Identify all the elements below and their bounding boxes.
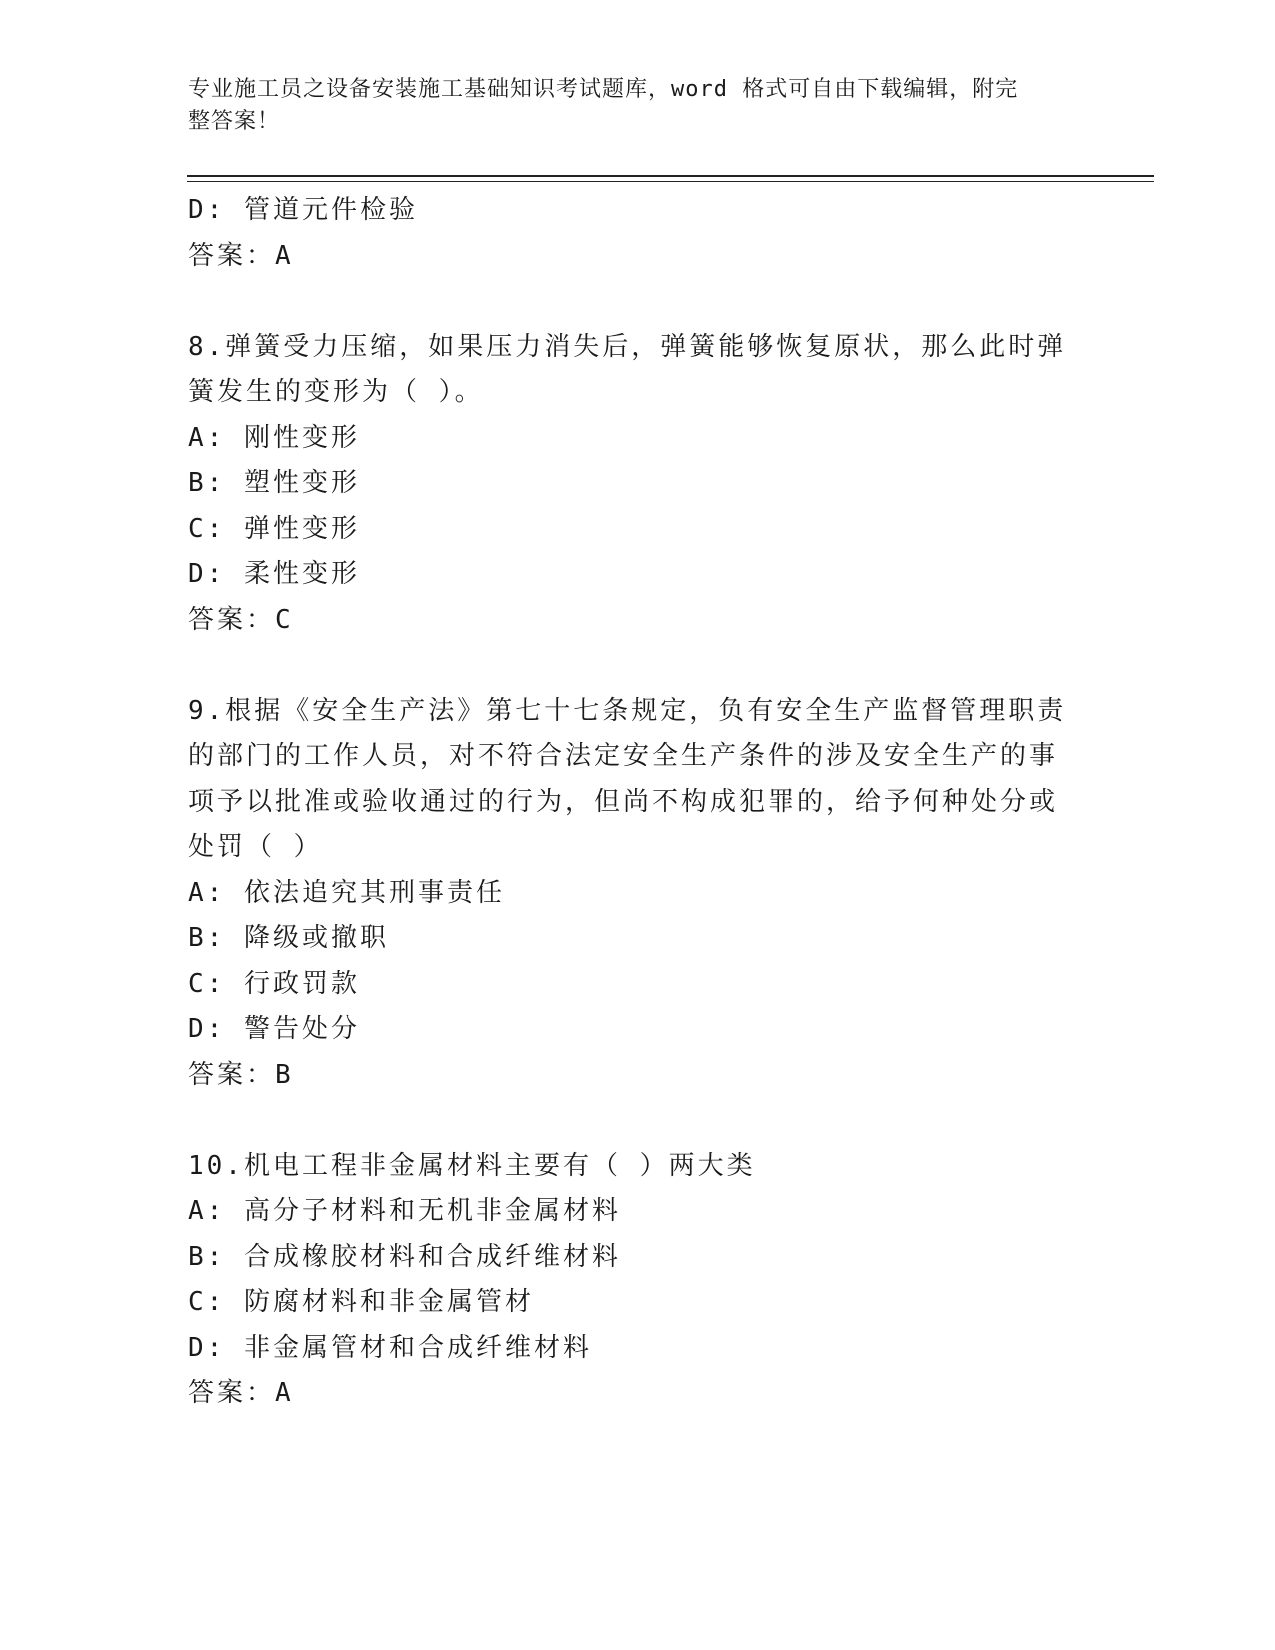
answer-line: 答案：C <box>188 604 294 635</box>
spacer <box>188 643 1068 689</box>
previous-question-tail <box>188 188 1068 279</box>
question-stem-line: 8.弹簧受力压缩，如果压力消失后，弹簧能够恢复原状，那么此时弹 <box>188 331 1067 362</box>
question-10 <box>188 1144 1068 1417</box>
option-b: B: 合成橡胶材料和合成纤维材料 <box>188 1241 621 1272</box>
option-c: C: 行政罚款 <box>188 968 360 999</box>
option-b: B: 塑性变形 <box>188 468 360 498</box>
spacer <box>188 279 1068 325</box>
question-stem-line: 项予以批准或验收通过的行为，但尚不构成犯罪的，给予何种处分或 <box>188 786 1059 817</box>
option-a: A: 刚性变形 <box>188 422 360 453</box>
document-header <box>188 74 1068 138</box>
spacer <box>188 1098 1068 1144</box>
question-stem-line: 处罚（ ） <box>188 832 323 862</box>
option-a: A: 高分子材料和无机非金属材料 <box>188 1196 621 1226</box>
option-c: C: 防腐材料和非金属管材 <box>188 1287 534 1317</box>
question-9 <box>188 689 1068 1099</box>
option-d: D: 柔性变形 <box>188 559 360 589</box>
question-stem-line: 9.根据《安全生产法》第七十七条规定，负有安全生产监督管理职责 <box>188 695 1067 726</box>
question-stem-line: 的部门的工作人员，对不符合法定安全生产条件的涉及安全生产的事 <box>188 741 1059 771</box>
option-d: D: 非金属管材和合成纤维材料 <box>188 1332 592 1363</box>
option-c: C: 弹性变形 <box>188 513 360 544</box>
question-8 <box>188 325 1068 644</box>
header-divider-thick <box>187 175 1154 177</box>
option-b: B: 降级或撤职 <box>188 923 389 953</box>
answer-line: 答案：A <box>188 1378 294 1408</box>
option-d: D: 警告处分 <box>188 1014 360 1044</box>
option-a: A: 依法追究其刑事责任 <box>188 877 505 908</box>
question-stem-line: 簧发生的变形为（ ）。 <box>188 377 484 407</box>
header-line-1: 专业施工员之设备安装施工基础知识考试题库，word 格式可自由下载编辑，附完 <box>188 77 1019 102</box>
answer-line: 答案：A <box>188 240 294 271</box>
header-line-2: 整答案！ <box>188 109 281 134</box>
question-list <box>188 188 1068 1417</box>
option-d: D: 管道元件检验 <box>188 195 418 225</box>
answer-line: 答案：B <box>188 1059 294 1090</box>
header-divider-thin <box>187 181 1154 182</box>
question-stem-line: 10.机电工程非金属材料主要有（ ）两大类 <box>188 1150 756 1181</box>
